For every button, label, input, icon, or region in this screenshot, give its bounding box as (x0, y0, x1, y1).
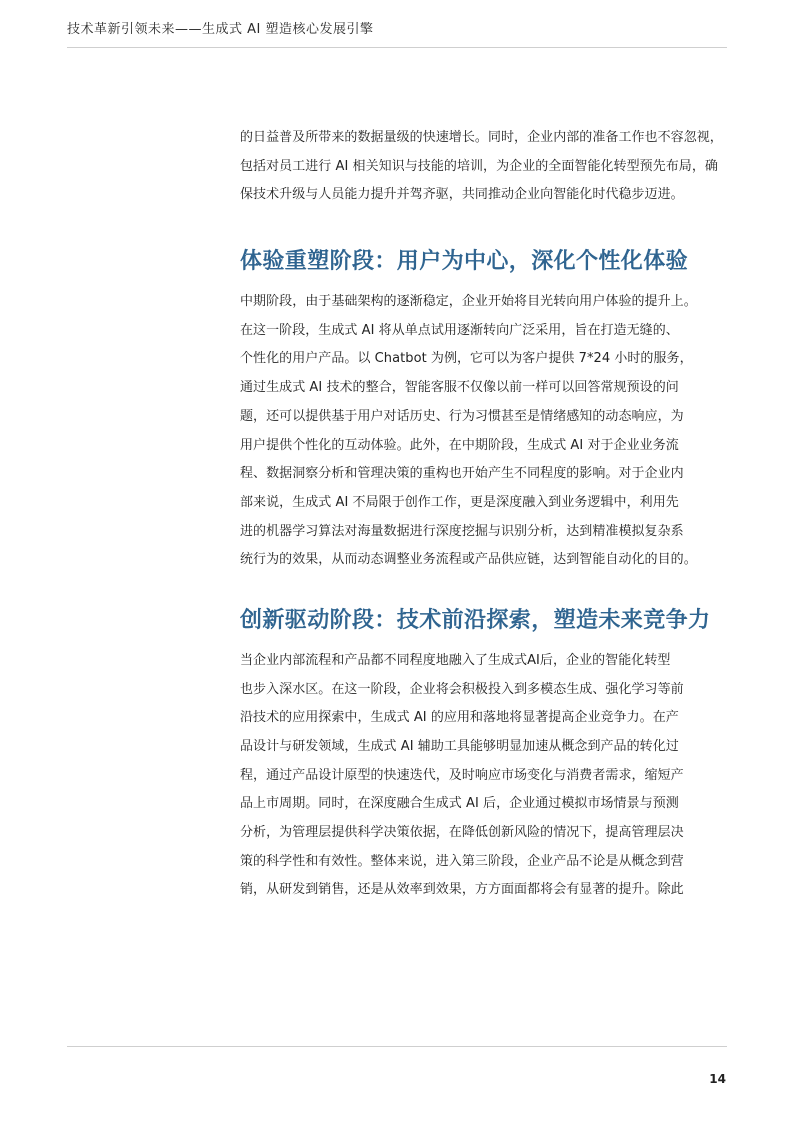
paragraph-line: 品上市周期。同时，在深度融合生成式 AI 后，企业通过模拟市场情景与预测 (240, 796, 679, 812)
section-heading-innovation: 创新驱动阶段：技术前沿探索，塑造未来竞争力 (240, 607, 711, 633)
paragraph-line: 在这一阶段，生成式 AI 将从单点试用逐渐转向广泛采用，旨在打造无缝的、 (240, 322, 679, 338)
paragraph-line: 中期阶段，由于基础架构的逐渐稳定，企业开始将目光转向用户体验的提升上。 (240, 294, 697, 310)
paragraph-line: 也步入深水区。在这一阶段，企业将会积极投入到多模态生成、强化学习等前 (240, 681, 684, 697)
paragraph-line: 当企业内部流程和产品都不同程度地融入了生成式AI后，企业的智能化转型 (240, 652, 671, 668)
paragraph-line: 用户提供个性化的互动体验。此外，在中期阶段，生成式 AI 对于企业业务流 (240, 437, 679, 453)
paragraph-line: 题，还可以提供基于用户对话历史、行为习惯甚至是情绪感知的动态响应，为 (240, 408, 684, 424)
section-experience-paragraph (240, 288, 734, 575)
footer-divider (67, 1046, 727, 1047)
paragraph-line: 部来说，生成式 AI 不局限于创作工作，更是深度融入到业务逻辑中，利用先 (240, 494, 679, 510)
intro-paragraph (240, 124, 734, 210)
paragraph-line: 分析，为管理层提供科学决策依据，在降低创新风险的情况下，提高管理层决 (240, 825, 684, 841)
paragraph-line: 通过生成式 AI 技术的整合，智能客服不仅像以前一样可以回答常规预设的问 (240, 380, 679, 396)
paragraph-line: 策的科学性和有效性。整体来说，进入第三阶段，企业产品不论是从概念到营 (240, 853, 684, 869)
header-divider (67, 47, 727, 48)
paragraph-line: 保技术升级与人员能力提升并驾齐驱，共同推动企业向智能化时代稳步迈进。 (240, 187, 684, 203)
paragraph-line: 统行为的效果，从而动态调整业务流程或产品供应链，达到智能自动化的目的。 (240, 552, 697, 568)
paragraph-line: 进的机器学习算法对海量数据进行深度挖掘与识别分析，达到精准模拟复杂系 (240, 523, 684, 539)
paragraph-line: 程、数据洞察分析和管理决策的重构也开始产生不同程度的影响。对于企业内 (240, 466, 684, 482)
section-heading-experience: 体验重塑阶段：用户为中心，深化个性化体验 (240, 249, 689, 275)
section-innovation-paragraph (240, 647, 734, 905)
paragraph-line: 品设计与研发领域，生成式 AI 辅助工具能够明显加速从概念到产品的转化过 (240, 739, 679, 754)
paragraph-line: 沿技术的应用探索中，生成式 AI 的应用和落地将显著提高企业竞争力。在产 (240, 710, 679, 726)
page-number: 14 (709, 1072, 726, 1086)
paragraph-line: 程，通过产品设计原型的快速迭代，及时响应市场变化与消费者需求，缩短产 (240, 767, 684, 783)
paragraph-line: 个性化的用户产品。以 Chatbot 为例，它可以为客户提供 7*24 小时的服务， (240, 351, 693, 367)
paragraph-line: 的日益普及所带来的数据量级的快速增长。同时，企业内部的准备工作也不容忽视， (240, 130, 723, 145)
paragraph-line: 销，从研发到销售，还是从效率到效果，方方面面都将会有显著的提升。除此 (240, 882, 684, 898)
paragraph-line: 包括对员工进行 AI 相关知识与技能的培训，为企业的全面智能化转型预先布局，确 (240, 158, 718, 174)
page-body (240, 124, 734, 905)
running-header-title: 技术革新引领未来——生成式 AI 塑造核心发展引擎 (67, 22, 374, 37)
